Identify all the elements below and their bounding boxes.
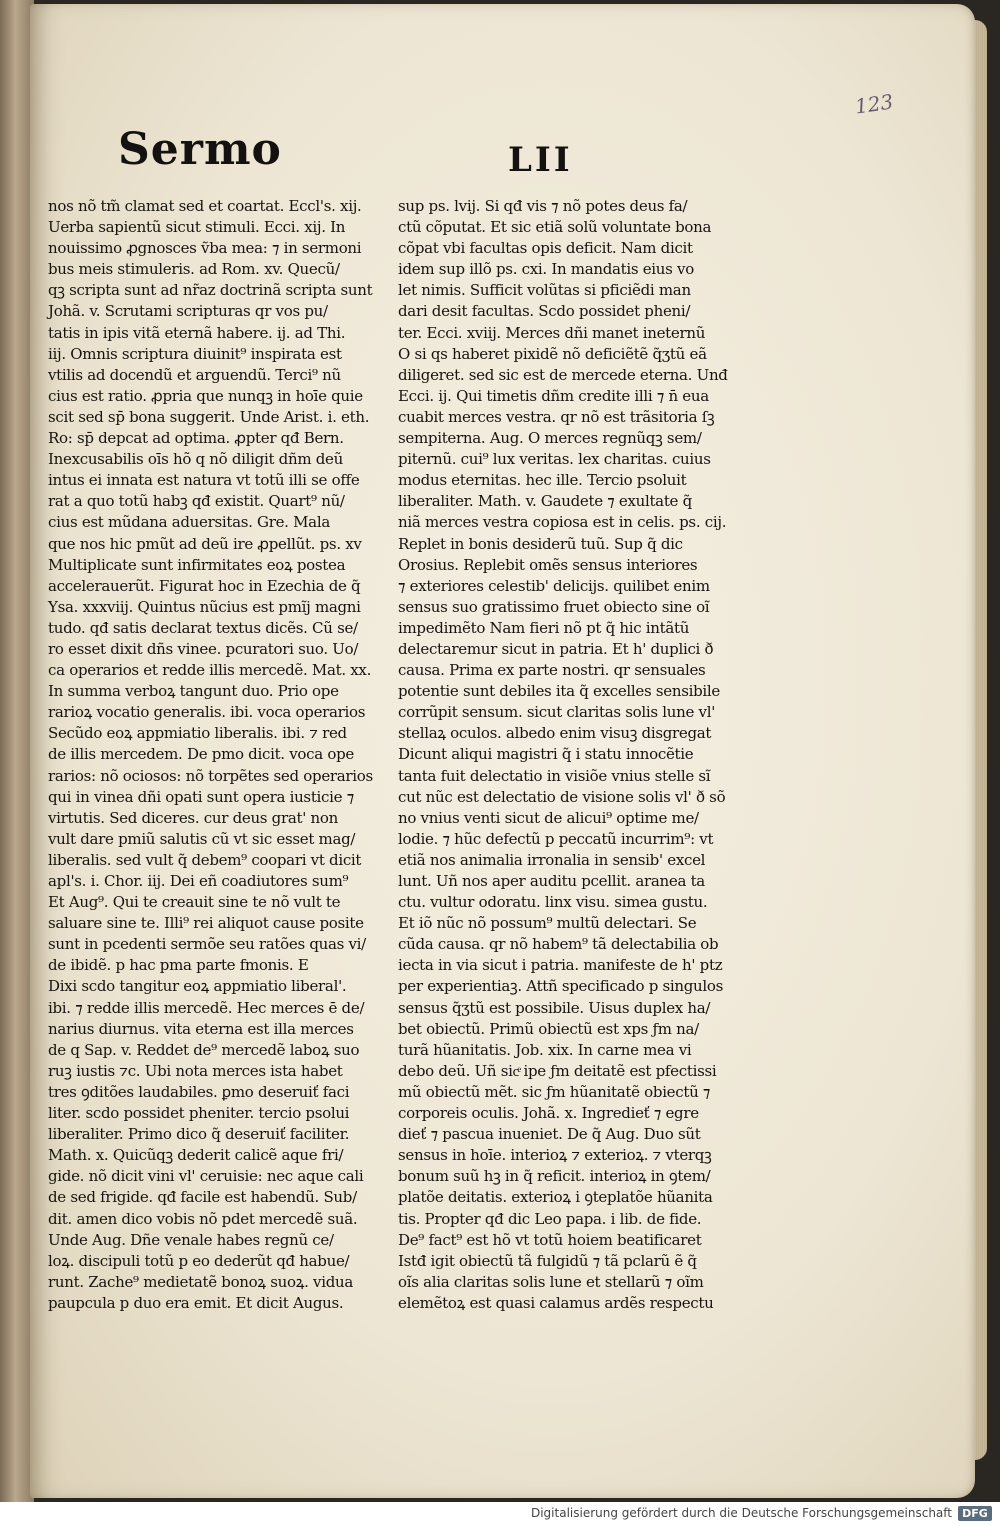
text-line: narius diurnus. vita eterna est illa merces xyxy=(48,1019,354,1038)
text-line: mũ obiectũ mẽt. sic ƒm hũanitatẽ obiectũ ⁊ xyxy=(398,1082,711,1101)
text-line: Unde Aug. Dñe venale habes regnũ ce/ xyxy=(48,1230,334,1249)
text-line: ibi. ⁊ redde illis mercedẽ. Hec merces ē de/ xyxy=(48,998,365,1017)
text-line: cõpat vbi facultas opis deficit. Nam dicit xyxy=(398,239,693,258)
text-line: de illis mercedem. De pmo dicit. voca ope xyxy=(48,745,354,764)
text-line: de q Sap. v. Reddet de⁹ mercedẽ laboꝝ suo xyxy=(48,1040,360,1059)
text-line: dieť ⁊ pascua inueniet. De q̃ Aug. Duo sũt xyxy=(398,1125,701,1144)
text-line: rarios: nõ ociosos: nõ torpẽtes sed operarios xyxy=(48,766,373,785)
text-line: stellaꝝ oculos. albedo enim visuꝫ disgregat xyxy=(398,724,712,743)
text-line: vtilis ad docendũ et arguendũ. Terci⁹ nũ xyxy=(48,365,341,384)
text-line: lunt. Uñ nos aper auditu pcellit. aranea ta xyxy=(398,872,705,890)
text-line: Replet in bonis desiderũ tuũ. Sup q̃ dic xyxy=(398,534,683,553)
text-line: delectaremur sicut in patria. Et h' duplici ð xyxy=(398,639,714,658)
text-line: niã merces vestra copiosa est in celis. ps. cij. xyxy=(398,513,727,532)
text-line: bet obiectũ. Primũ obiectũ est xps ƒm na/ xyxy=(398,1019,699,1038)
text-line: nos nõ tm̃ clamat sed et coartat. Eccl's. xij. xyxy=(48,197,362,215)
text-line: ter. Ecci. xviij. Merces dñi manet ineternũ xyxy=(398,323,706,342)
running-head: Sermo xyxy=(118,124,282,175)
text-line: rat a quo totũ habꝫ qđ existit. Quart⁹ nũ/ xyxy=(48,492,345,511)
text-line: ro esset dixit dñs vinee. pcuratori suo. Uo/ xyxy=(48,639,359,658)
text-line: elemẽtoꝝ est quasi calamus ardẽs respectu xyxy=(398,1293,714,1312)
text-line: vult dare pmiũ salutis cũ vt sic esset mag/ xyxy=(48,829,356,848)
text-line: etiã nos animalia irronalia in sensib' excel xyxy=(398,850,706,869)
text-line: cius est ratio. ꝓpria que nunqꝫ in hoīe quie xyxy=(48,386,363,405)
text-line: tudo. qđ satis declarat textus dicẽs. Cũ se/ xyxy=(48,618,358,637)
text-line: platõe deitatis. exterioꝝ i ꝯteplatõe hũanita xyxy=(398,1188,713,1207)
text-line: cut nũc est delectatio de visione solis vl' ð sõ xyxy=(398,787,726,806)
text-line: sup ps. lvij. Si qđ vis ⁊ nõ potes deus fa/ xyxy=(398,197,688,215)
text-line: ruꝫ iustis ⁊c. Ubi nota merces ista habet xyxy=(48,1061,343,1080)
text-line: sempiterna. Aug. O merces regnũqꝫ sem/ xyxy=(398,429,702,448)
text-line: apl's. i. Chor. iij. Dei eñ coadiutores sum⁹ xyxy=(48,872,349,890)
text-line: Et Aug⁹. Qui te creauit sine te nõ vult te xyxy=(48,893,341,912)
dfg-logo: DFG xyxy=(958,1506,992,1521)
text-line: Orosius. Replebit omẽs sensus interiores xyxy=(398,555,698,574)
text-line: Dixi scdo tangitur eoꝝ appmiatio liberal'. xyxy=(48,977,347,996)
footer-credit: Digitalisierung gefördert durch die Deutsche Forschungsgemeinschaft xyxy=(530,1506,952,1520)
text-line: Et iõ nũc nõ possum⁹ multũ delectari. Se xyxy=(398,914,697,933)
text-line: potentie sunt debiles ita q̃ excelles sensibile xyxy=(398,682,720,701)
text-line: corporeis oculis. Johã. x. Ingredieť ⁊ egre xyxy=(398,1104,699,1123)
text-line: liberaliter. Math. v. Gaudete ⁊ exultate q̃ xyxy=(398,492,692,511)
text-line: impedimẽto Nam fieri nõ pt q̃ hic intãtũ xyxy=(398,618,690,637)
text-line: O si qs haberet pixidẽ nõ deficiẽtẽ q̃ʒtũ eã xyxy=(398,344,707,363)
text-line: cius est mũdana aduersitas. Gre. Mala xyxy=(48,513,330,532)
sermon-numeral: LII xyxy=(508,140,573,180)
text-line: Ecci. ij. Qui timetis dñm credite illi ⁊ n̄ eua xyxy=(398,386,709,405)
folio-number: 123 xyxy=(853,89,895,119)
text-line: Multiplicate sunt infirmitates eoꝝ postea xyxy=(48,555,346,574)
text-line: qui in vinea dñi opati sunt opera iusticie ⁊ xyxy=(48,787,354,806)
text-line: no vnius venti sicut de alicui⁹ optime me/ xyxy=(398,808,699,827)
text-line: Dicunt aliqui magistri q̃ i statu innocẽtie xyxy=(398,745,694,764)
text-line: iij. Omnis scriptura diuinit⁹ inspirata est xyxy=(48,344,342,363)
previous-page-edge xyxy=(0,0,34,1502)
text-line: Istđ igit obiectũ tã fulgidũ ⁊ tã pclarũ ẽ q̃ xyxy=(398,1251,697,1270)
text-line: scit sed sp̄ bona suggerit. Unde Arist. i. eth. xyxy=(48,407,370,426)
text-line: runt. Zache⁹ medietatẽ bonoꝝ suoꝝ. vidua xyxy=(48,1272,353,1291)
text-line: modus eternitas. hec ille. Tercio psoluit xyxy=(398,471,687,490)
text-line: Ro: sp̄ depcat ad optima. ꝓpter qđ Bern. xyxy=(48,429,344,448)
text-line: Math. x. Quicũqꝫ dederit calicẽ aque fri/ xyxy=(48,1146,344,1165)
text-line: accelerauerũt. Figurat hoc in Ezechia de q̃ xyxy=(48,576,361,595)
text-line: sensus in hoīe. interioꝝ ⁊ exterioꝝ. ⁊ vterqꝫ xyxy=(398,1146,712,1165)
text-line: liter. scdo possidet pheniter. tercio psolui xyxy=(48,1104,350,1123)
text-line: virtutis. Sed diceres. cur deus grat' non xyxy=(48,808,338,827)
text-line: bus meis stimuleris. ad Rom. xv. Quecũ/ xyxy=(48,260,340,279)
text-line: tis. Propter qđ dic Leo papa. i lib. de fide. xyxy=(398,1209,702,1228)
text-line: let nimis. Sufficit volũtas si pficiẽdi man xyxy=(398,281,691,300)
text-line: ⁊ exteriores celestib' delicijs. quilibet enim xyxy=(398,576,710,595)
text-line: nouissimo ꝓgnosces ṽba mea: ⁊ in sermoni xyxy=(48,239,362,258)
text-line: tanta fuit delectatio in visiõe vnius stelle sĩ xyxy=(398,766,711,785)
text-line: bonum suũ hꝫ in q̃ reficit. interioꝝ in ꝯtem/ xyxy=(398,1167,711,1186)
text-line: iecta in via sicut i patria. manifeste de h' ptz xyxy=(398,956,723,975)
text-column-left xyxy=(48,196,373,1312)
text-line: Secũdo eoꝝ appmiatio liberalis. ibi. ⁊ red xyxy=(48,724,347,743)
text-line: piternũ. cui⁹ lux veritas. lex charitas. cuius xyxy=(398,450,711,469)
text-line: Ysa. xxxviij. Quintus nũcius est pmĩj magni xyxy=(48,597,361,616)
text-line: corrũpit sensum. sicut claritas solis lune vl' xyxy=(398,703,716,722)
text-line: sunt in pcedenti sermõe seu ratões quas vi/ xyxy=(48,935,366,954)
text-line: cuabit merces vestra. qr nõ est trãsitoria ſꝫ xyxy=(398,407,715,426)
text-line: ctũ cõputat. Et sic etiã solũ voluntate bona xyxy=(398,218,712,237)
text-line: de ibidẽ. p hac pma parte fmonis. E xyxy=(48,956,309,975)
text-line: Johã. v. Scrutami scripturas qr vos pu/ xyxy=(48,302,328,321)
text-line: idem sup illõ ps. cxi. In mandatis eius vo xyxy=(398,260,694,279)
text-line: qꝫ scripta sunt ad nr̃az doctrinã scripta sunt xyxy=(48,281,373,300)
text-line: sensus suo gratissimo fruet obiecto sine oĩ xyxy=(398,597,710,616)
text-line: paupcula p duo era emit. Et dicit Augus. xyxy=(48,1293,344,1312)
text-line: Uerba sapientũ sicut stimuli. Ecci. xij. In xyxy=(48,218,346,237)
text-line: cũda causa. qr nõ habem⁹ tã delectabilia ob xyxy=(398,935,719,954)
text-line: turã hũanitatis. Job. xix. In carne mea vi xyxy=(398,1040,692,1059)
text-line: tres ꝯditões laudabiles. ꝑmo deseruiť faci xyxy=(48,1082,350,1101)
text-line: ctu. vultur odoratu. linx visu. simea gustu. xyxy=(398,893,708,912)
text-line: oĩs alia claritas solis lune et stellarũ ⁊ oĩm xyxy=(398,1272,704,1291)
text-line: sensus q̃ʒtũ est possibile. Uisus duplex ha/ xyxy=(398,998,711,1017)
text-line: rarioꝝ vocatio generalis. ibi. voca operarios xyxy=(48,703,366,722)
text-line: liberaliter. Primo dico q̃ deseruiť faciliter. xyxy=(48,1125,350,1144)
text-line: lodie. ⁊ hũc defectũ p peccatũ incurrim⁹: vt xyxy=(398,829,714,848)
text-line: liberalis. sed vult q̃ debem⁹ coopari vt dicit xyxy=(48,850,362,869)
text-line: que nos hic pmũt ad deũ ire ꝓpellũt. ps. xv xyxy=(48,534,362,553)
text-line: gide. nõ dicit vini vl' ceruisie: nec aque cali xyxy=(48,1167,364,1186)
text-line: dari desit facultas. Scdo possidet pheni/ xyxy=(398,302,691,321)
text-line: saluare sine te. Illi⁹ rei aliquot cause posite xyxy=(48,914,364,933)
text-line: In summa verboꝝ tangunt duo. Prio ope xyxy=(48,682,339,701)
previous-page-text-fragment xyxy=(0,60,30,1060)
text-line: loꝝ. discipuli totũ p eo dederũt qđ habue/ xyxy=(48,1251,350,1270)
text-column-right xyxy=(398,196,728,1312)
text-line: Inexcusabilis oīs hõ q nõ diligit dñm deũ xyxy=(48,450,343,469)
text-line: de sed frigide. qđ facile est habendũ. Sub/ xyxy=(48,1188,357,1207)
text-line: De⁹ fact⁹ est hõ vt totũ hoiem beatificaret xyxy=(398,1230,702,1249)
digitization-footer xyxy=(0,1502,1000,1526)
text-line: ca operarios et redde illis mercedẽ. Mat. xx. xyxy=(48,661,372,680)
text-line: diligeret. sed sic est de mercede eterna. Unđ xyxy=(398,365,728,384)
text-line: intus ei innata est natura vt totũ illi se offe xyxy=(48,471,360,490)
text-line: tatis in ipis vitã eternã habere. ij. ad Thi. xyxy=(48,323,346,342)
text-line: debo deũ. Uñ sicͤ ipe ƒm deitatẽ est pfectissi xyxy=(398,1061,717,1080)
text-line: per experientiaꝫ. Attñ specificado p singulos xyxy=(398,977,724,996)
text-line: causa. Prima ex parte nostri. qr sensuales xyxy=(398,661,706,680)
text-line: dit. amen dico vobis nõ pdet mercedẽ suã. xyxy=(48,1209,358,1228)
